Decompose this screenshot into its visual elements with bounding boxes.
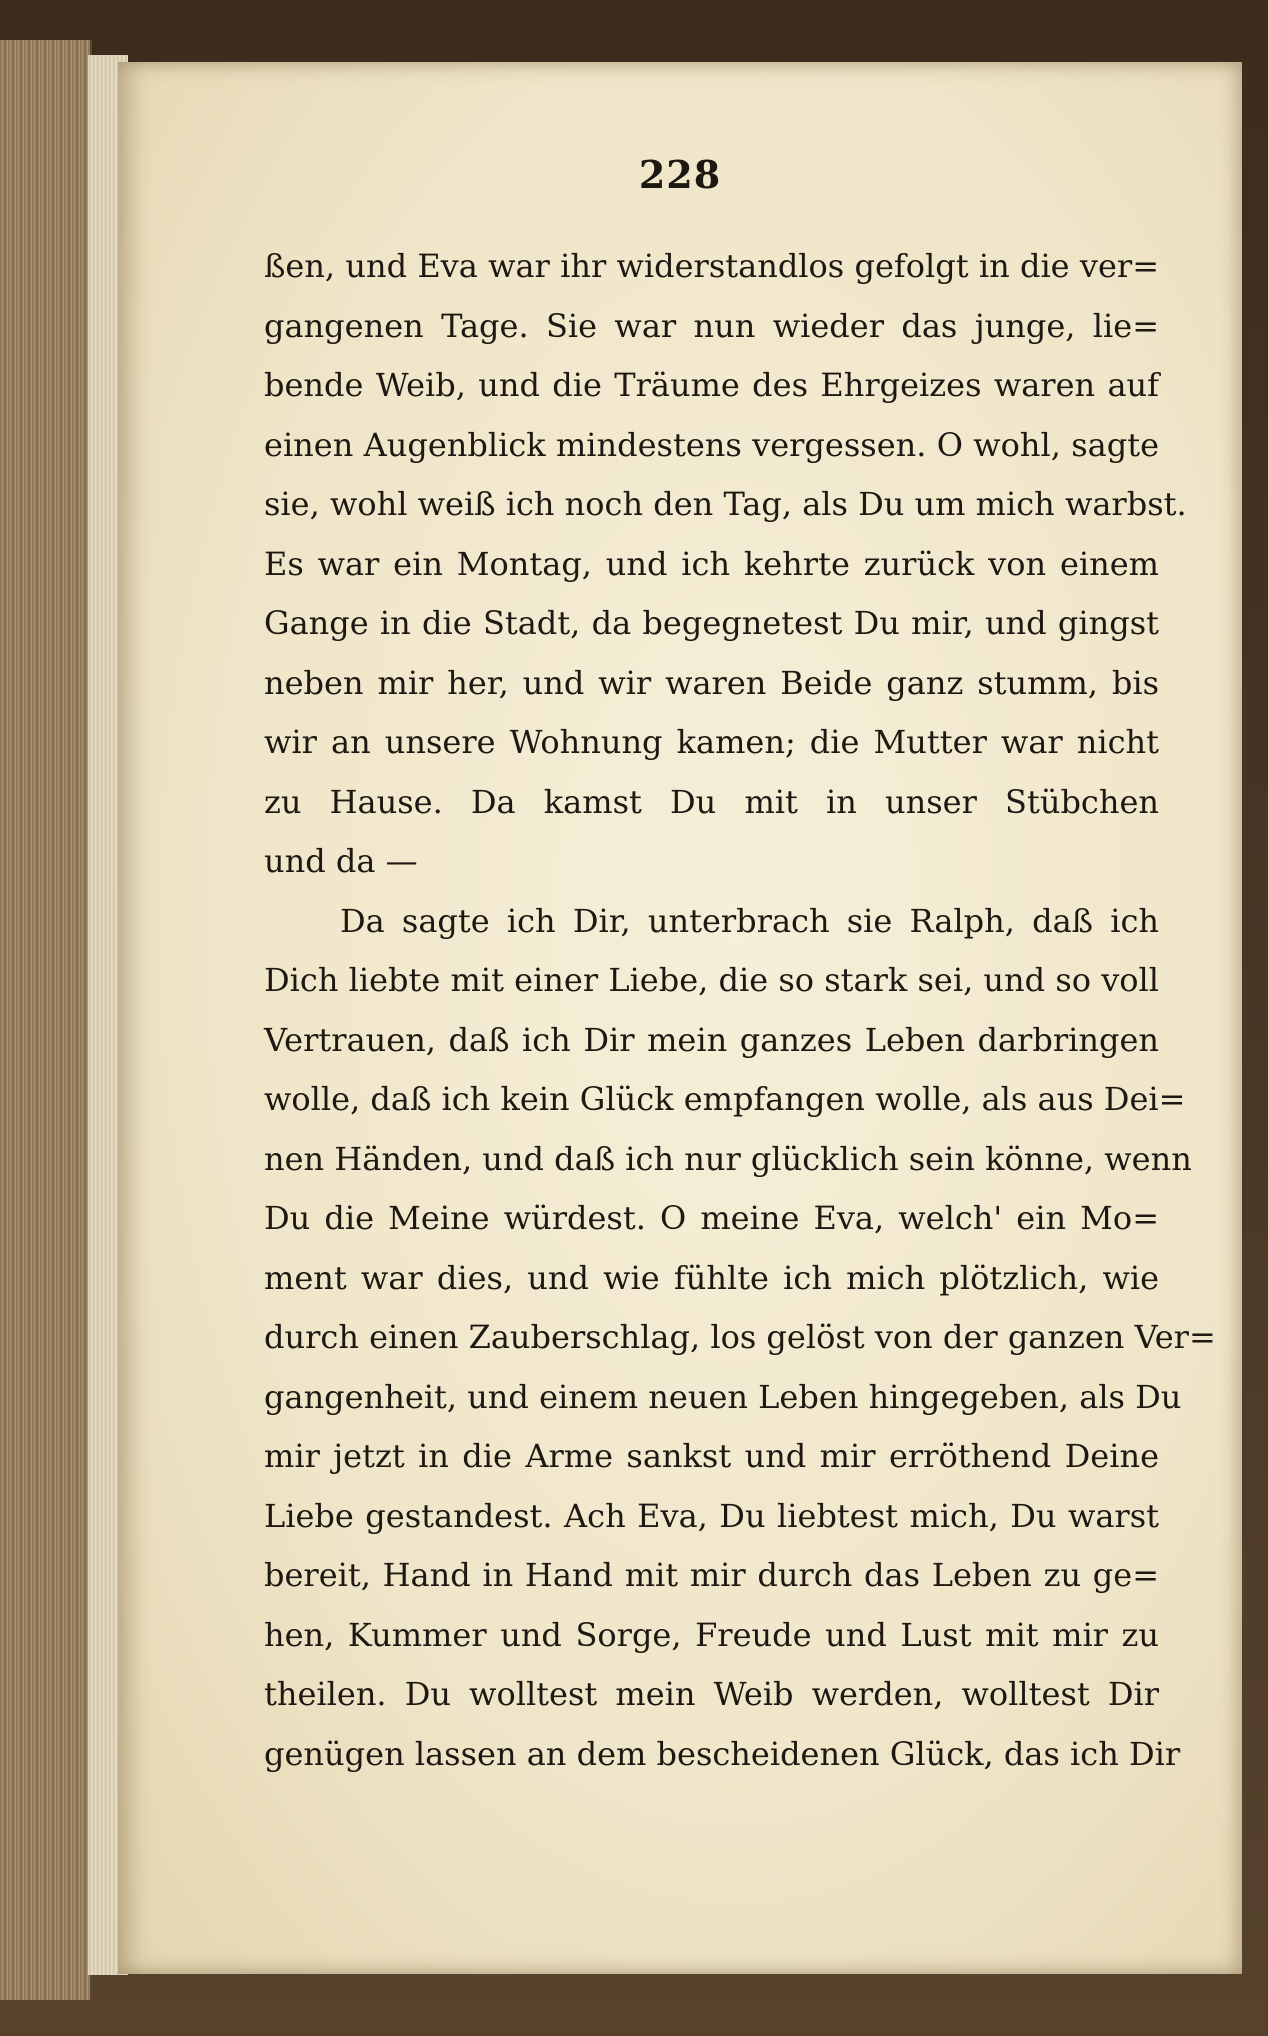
text-line: bereit, Hand in Hand mit mir durch das Leben zu ge=: [264, 1556, 1159, 1594]
text-line: Da sagte ich Dir, unterbrach sie Ralph, daß ich: [340, 901, 1159, 940]
text-line: gangenheit, und einem neuen Leben hingegeben, als Du: [264, 1377, 1182, 1416]
text-line: gangenen Tage. Sie war nun wieder das junge, lie=: [264, 306, 1159, 345]
text-line: mir jetzt in die Arme sankst und mir erröthend Deine: [264, 1437, 1159, 1475]
text-line: Du die Meine würdest. O meine Eva, welch' ein Mo=: [264, 1199, 1159, 1237]
text-line: zu Hause. Da kamst Du mit in unser Stübchen: [264, 782, 1159, 821]
text-line: ment war dies, und wie fühlte ich mich plötzlich, wie: [264, 1258, 1159, 1297]
text-block: [264, 237, 1216, 1784]
text-line: Liebe gestandest. Ach Eva, Du liebtest mich, Du warst: [264, 1496, 1159, 1535]
text-line: Gange in die Stadt, da begegnetest Du mir, und gingst: [264, 604, 1159, 642]
text-line: bende Weib, und die Träume des Ehrgeizes waren auf: [264, 366, 1159, 404]
text-line: neben mir her, und wir waren Beide ganz stumm, bis: [264, 663, 1159, 702]
book-page: [118, 62, 1242, 1974]
page-number: 228: [638, 152, 722, 197]
text-line: genügen lassen an dem bescheidenen Glück, das ich Dir: [264, 1734, 1181, 1773]
text-line: durch einen Zauberschlag, los gelöst von der ganzen Ver=: [264, 1318, 1216, 1356]
text-line: Es war ein Montag, und ich kehrte zurück von einem: [264, 544, 1159, 583]
text-line: Vertrauen, daß ich Dir mein ganzes Leben darbringen: [264, 1020, 1159, 1059]
text-line: nen Händen, und daß ich nur glücklich sein könne, wenn: [264, 1139, 1192, 1178]
text-line: Dich liebte mit einer Liebe, die so stark sei, und so voll: [264, 961, 1159, 999]
book-binding: [0, 40, 92, 2000]
text-line: wir an unsere Wohnung kamen; die Mutter war nicht: [264, 723, 1159, 761]
text-line: hen, Kummer und Sorge, Freude und Lust mit mir zu: [264, 1615, 1159, 1654]
text-line: und da —: [264, 842, 418, 880]
text-line: theilen. Du wolltest mein Weib werden, wolltest Dir: [264, 1675, 1159, 1713]
text-line: wolle, daß ich kein Glück empfangen wolle, als aus Dei=: [264, 1080, 1186, 1118]
text-line: sie, wohl weiß ich noch den Tag, als Du um mich warbst.: [264, 485, 1187, 523]
text-line: einen Augenblick mindestens vergessen. O wohl, sagte: [264, 425, 1159, 464]
text-line: ßen, und Eva war ihr widerstandlos gefolgt in die ver=: [264, 247, 1159, 285]
